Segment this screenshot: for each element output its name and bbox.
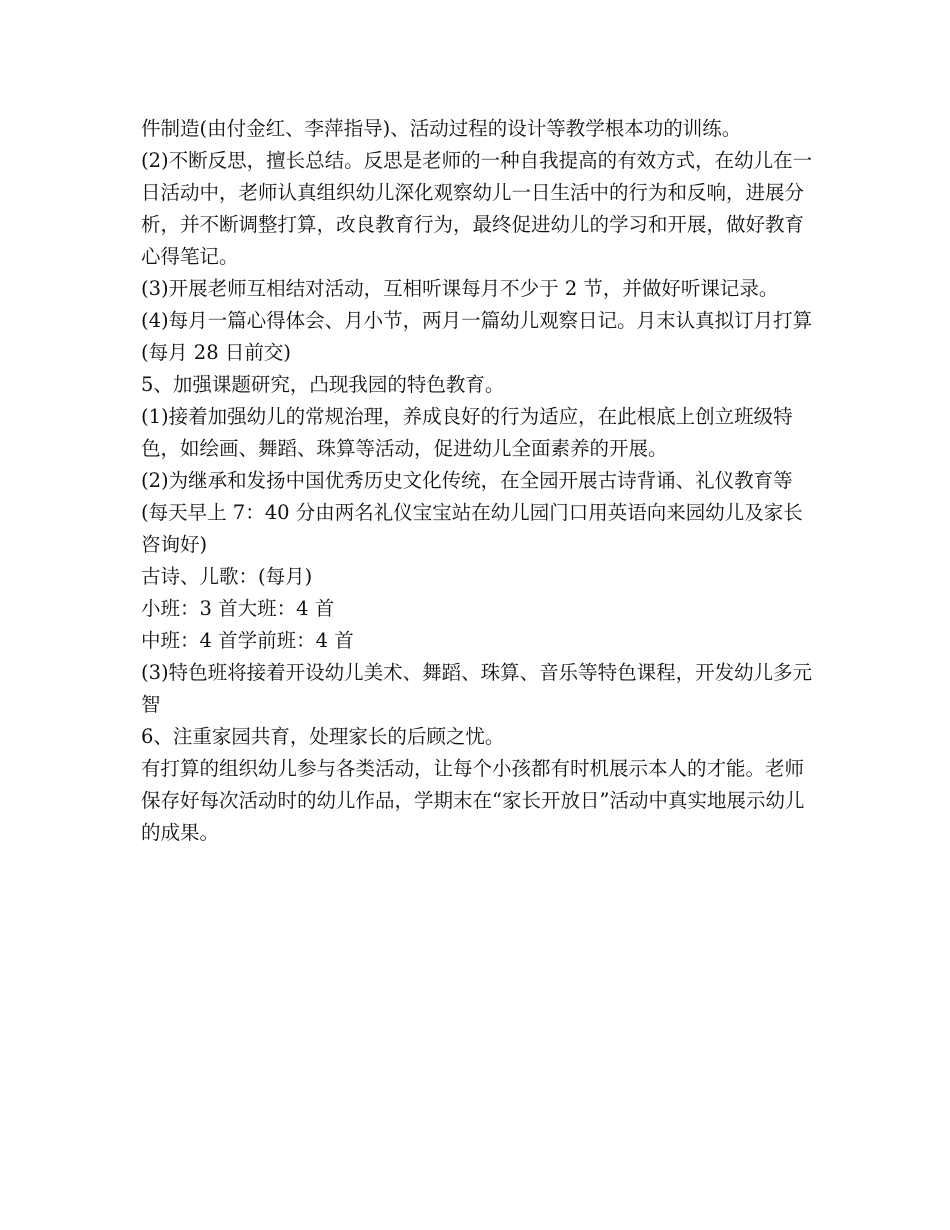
paragraph-class-features: (1)接着加强幼儿的常规治理，养成良好的行为适应，在此根底上创立班级特色，如绘画、舞蹈、珠算等活动，促进幼儿全面素养的开展。 <box>141 405 793 460</box>
section-heading-research: 5、加强课题研究，凸现我园的特色教育。 <box>141 373 505 396</box>
paragraph-peer-observation: (3)开展老师互相结对活动，互相听课每月不少于 2 节，并做好听课记录。 <box>141 277 779 300</box>
section-heading-home-school: 6、注重家园共育，处理家长的后顾之忧。 <box>141 725 505 748</box>
paragraph-monthly-notes: (4)每月一篇心得体会、月小节，两月一篇幼儿观察日记。月末认真拟订月打算(每月 28 日前交) <box>141 309 813 364</box>
paragraph-activities-showcase: 有打算的组织幼儿参与各类活动，让每个小孩都有时机展示本人的才能。老师保存好每次活动时的幼儿作品，学期末在“家长开放日”活动中真实地展示幼儿的成果。 <box>141 757 805 844</box>
paragraph-special-courses: (3)特色班将接着开设幼儿美术、舞蹈、珠算、音乐等特色课程，开发幼儿多元智 <box>141 661 813 716</box>
paragraph-reflection: (2)不断反思，擅长总结。反思是老师的一种自我提高的有效方式，在幼儿在一日活动中，老师认真组织幼儿深化观察幼儿一日生活中的行为和反响，进展分析，并不断调整打算，改良教育行为，最终促进幼儿的学习和开展，做好教育心得笔记。 <box>141 149 813 268</box>
document-body <box>141 113 813 849</box>
paragraph-middle-preschool-class: 中班：4 首学前班：4 首 <box>141 629 354 652</box>
paragraph-training: 件制造(由付金红、李萍指导)、活动过程的设计等教学根本功的训练。 <box>141 117 742 140</box>
paragraph-poems-monthly: 古诗、儿歌：(每月) <box>141 565 313 588</box>
paragraph-culture-tradition: (2)为继承和发扬中国优秀历史文化传统，在全园开展古诗背诵、礼仪教育等(每天早上 7：40 分由两名礼仪宝宝站在幼儿园门口用英语向来园幼儿及家长咨询好) <box>141 469 803 556</box>
paragraph-small-large-class: 小班：3 首大班：4 首 <box>141 597 335 620</box>
